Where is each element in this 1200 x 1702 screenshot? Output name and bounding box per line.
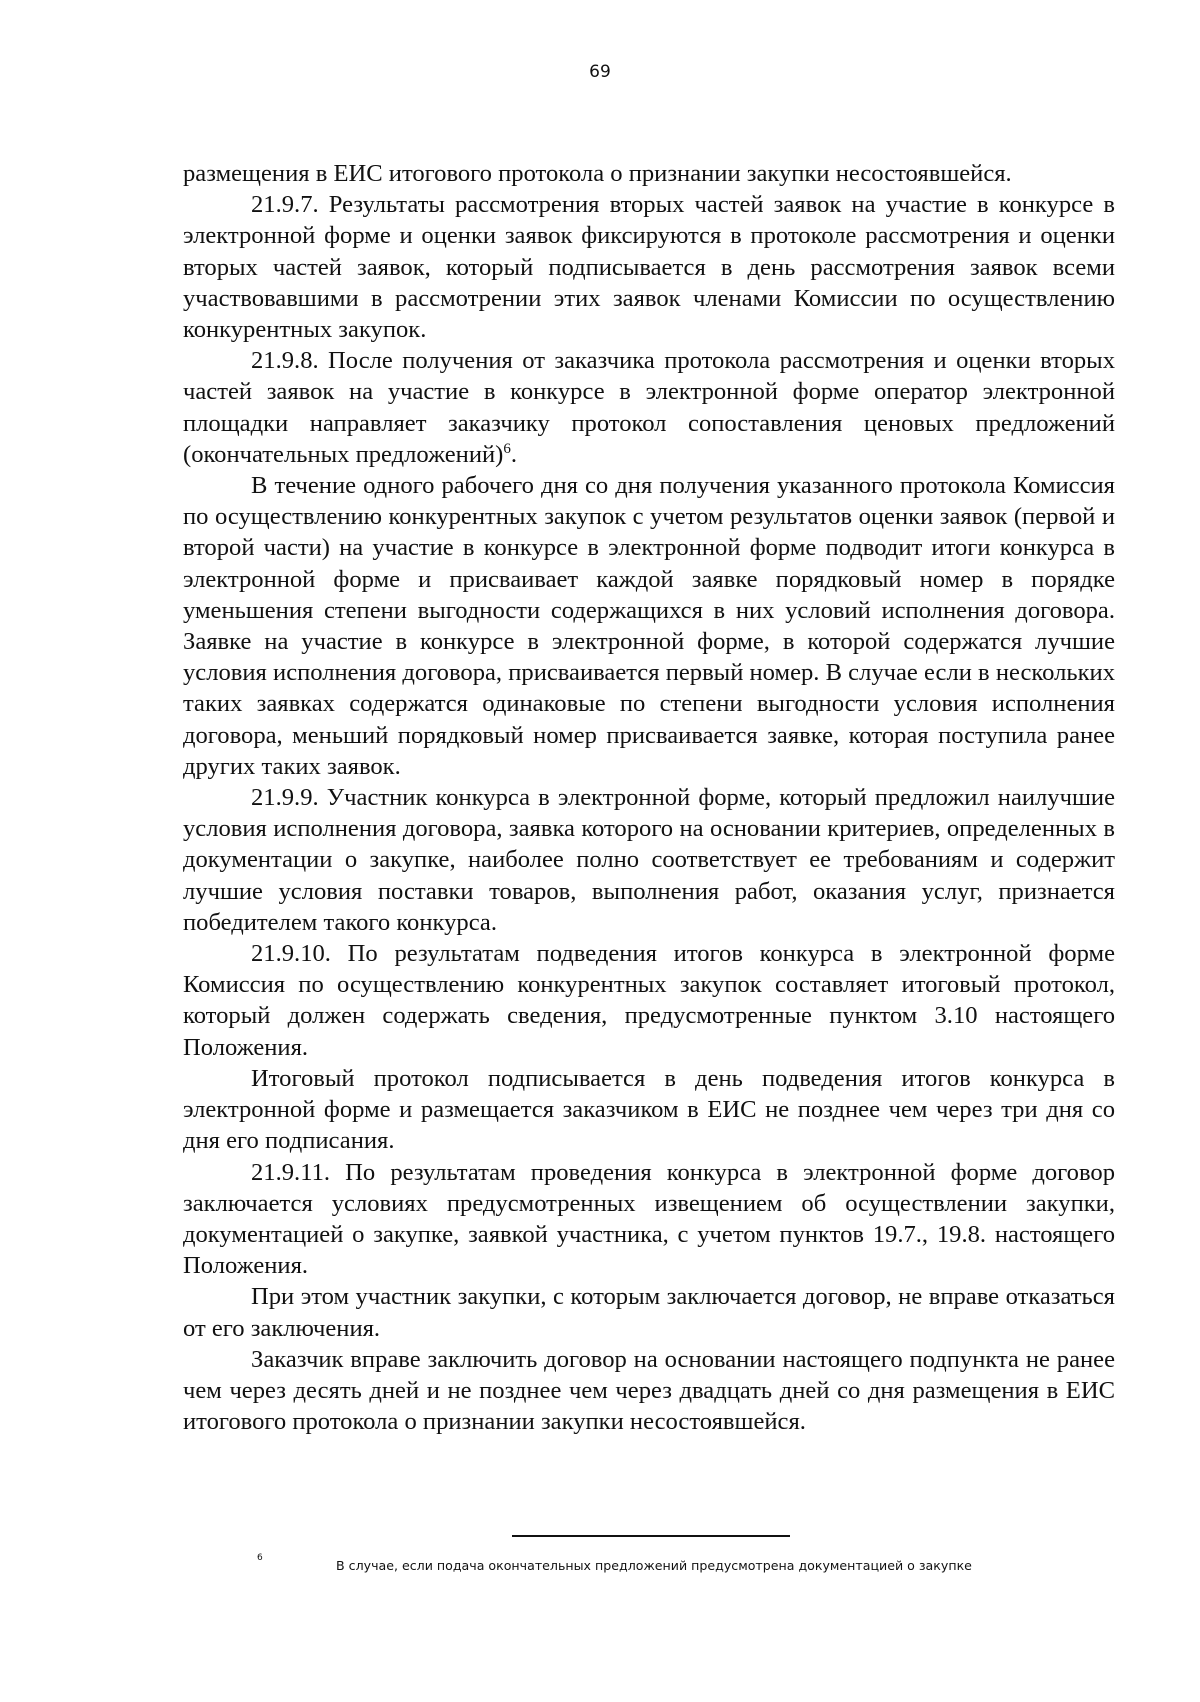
paragraph: Итоговый протокол подписывается в день подведения итогов конкурса в электронной форме и размещается заказчиком в ЕИС не позднее чем через три дня со дня его подписания. bbox=[183, 1064, 1115, 1155]
paragraph: размещения в ЕИС итогового протокола о признании закупки несостоявшейся. bbox=[183, 160, 1012, 187]
paragraph-ending: . bbox=[510, 440, 518, 468]
footnote-text: В случае, если подача окончательных предложений предусмотрена документацией о закупке bbox=[336, 1558, 972, 1573]
paragraph: 21.9.10. По результатам подведения итогов конкурса в электронной форме Комиссия по осуществлению конкурентных закупок составляет итоговый протокол, который должен содержать сведения, предусмотренные пунктом 3.10 настоящего Положения. bbox=[183, 940, 1115, 1061]
footnote-separator bbox=[512, 1535, 790, 1537]
paragraph: 21.9.11. По результатам проведения конкурса в электронной форме договор заключается условиях предусмотренных извещением об осуществлении закупки, документацией о закупке, заявкой участника, с учетом пунктов 19.7., 19.8. настоящего Положения. bbox=[183, 1158, 1115, 1280]
paragraph: 21.9.9. Участник конкурса в электронной форме, который предложил наилучшие условия исполнения договора, заявка которого на основании критериев, определенных в документации о закупке, наиболее полно соответствует ее требованиям и содержит лучшие условия поставки товаров, выполнения работ, оказания услуг, признается победителем такого конкурса. bbox=[183, 784, 1115, 936]
document-body bbox=[183, 158, 1115, 1437]
footnote-mark: 6 bbox=[257, 1553, 263, 1563]
page-number: 69 bbox=[589, 62, 611, 82]
paragraph: Заказчик вправе заключить договор на основании настоящего подпункта не ранее чем через десять дней и не позднее чем через двадцать дней со дня размещения в ЕИС итогового протокола о признании закупки несостоявшейся. bbox=[183, 1345, 1115, 1436]
paragraph: 21.9.7. Результаты рассмотрения вторых частей заявок на участие в конкурсе в электронной форме и оценки заявок фиксируются в протоколе рассмотрения и оценки вторых частей заявок, который подписывается в день рассмотрения заявок всеми участвовавшими в рассмотрении этих заявок членами Комиссии по осуществлению конкурентных закупок. bbox=[183, 191, 1115, 344]
footnote-reference[interactable]: 6 bbox=[503, 440, 511, 457]
paragraph-with-footnote-ref bbox=[183, 345, 1115, 470]
paragraph-text: 21.9.8. После получения от заказчика протокола рассмотрения и оценки вторых частей заявок на участие в конкурсе в электронной форме оператор электронной площадки направляет заказчику протокол сопоставления ценовых предложений (окончательных предложений) bbox=[183, 347, 1115, 468]
paragraph: При этом участник закупки, с которым заключается договор, не вправе отказаться от его заключения. bbox=[183, 1283, 1115, 1342]
paragraph: В течение одного рабочего дня со дня получения указанного протокола Комиссия по осуществлению конкурентных закупок с учетом результатов оценки заявок (первой и второй части) на участие в конкурсе в электронной форме подводит итоги конкурса в электронной форме и присваивает каждой заявке порядковый номер в порядке уменьшения степени выгодности содержащихся в них условий исполнения договора. Заявке на участие в конкурсе в электронной форме, в которой содержатся лучшие условия исполнения договора, присваивается первый номер. В случае если в нескольких таких заявках содержатся одинаковые по степени выгодности условия исполнения договора, меньший порядковый номер присваивается заявке, которая поступила ранее других таких заявок. bbox=[183, 472, 1115, 780]
